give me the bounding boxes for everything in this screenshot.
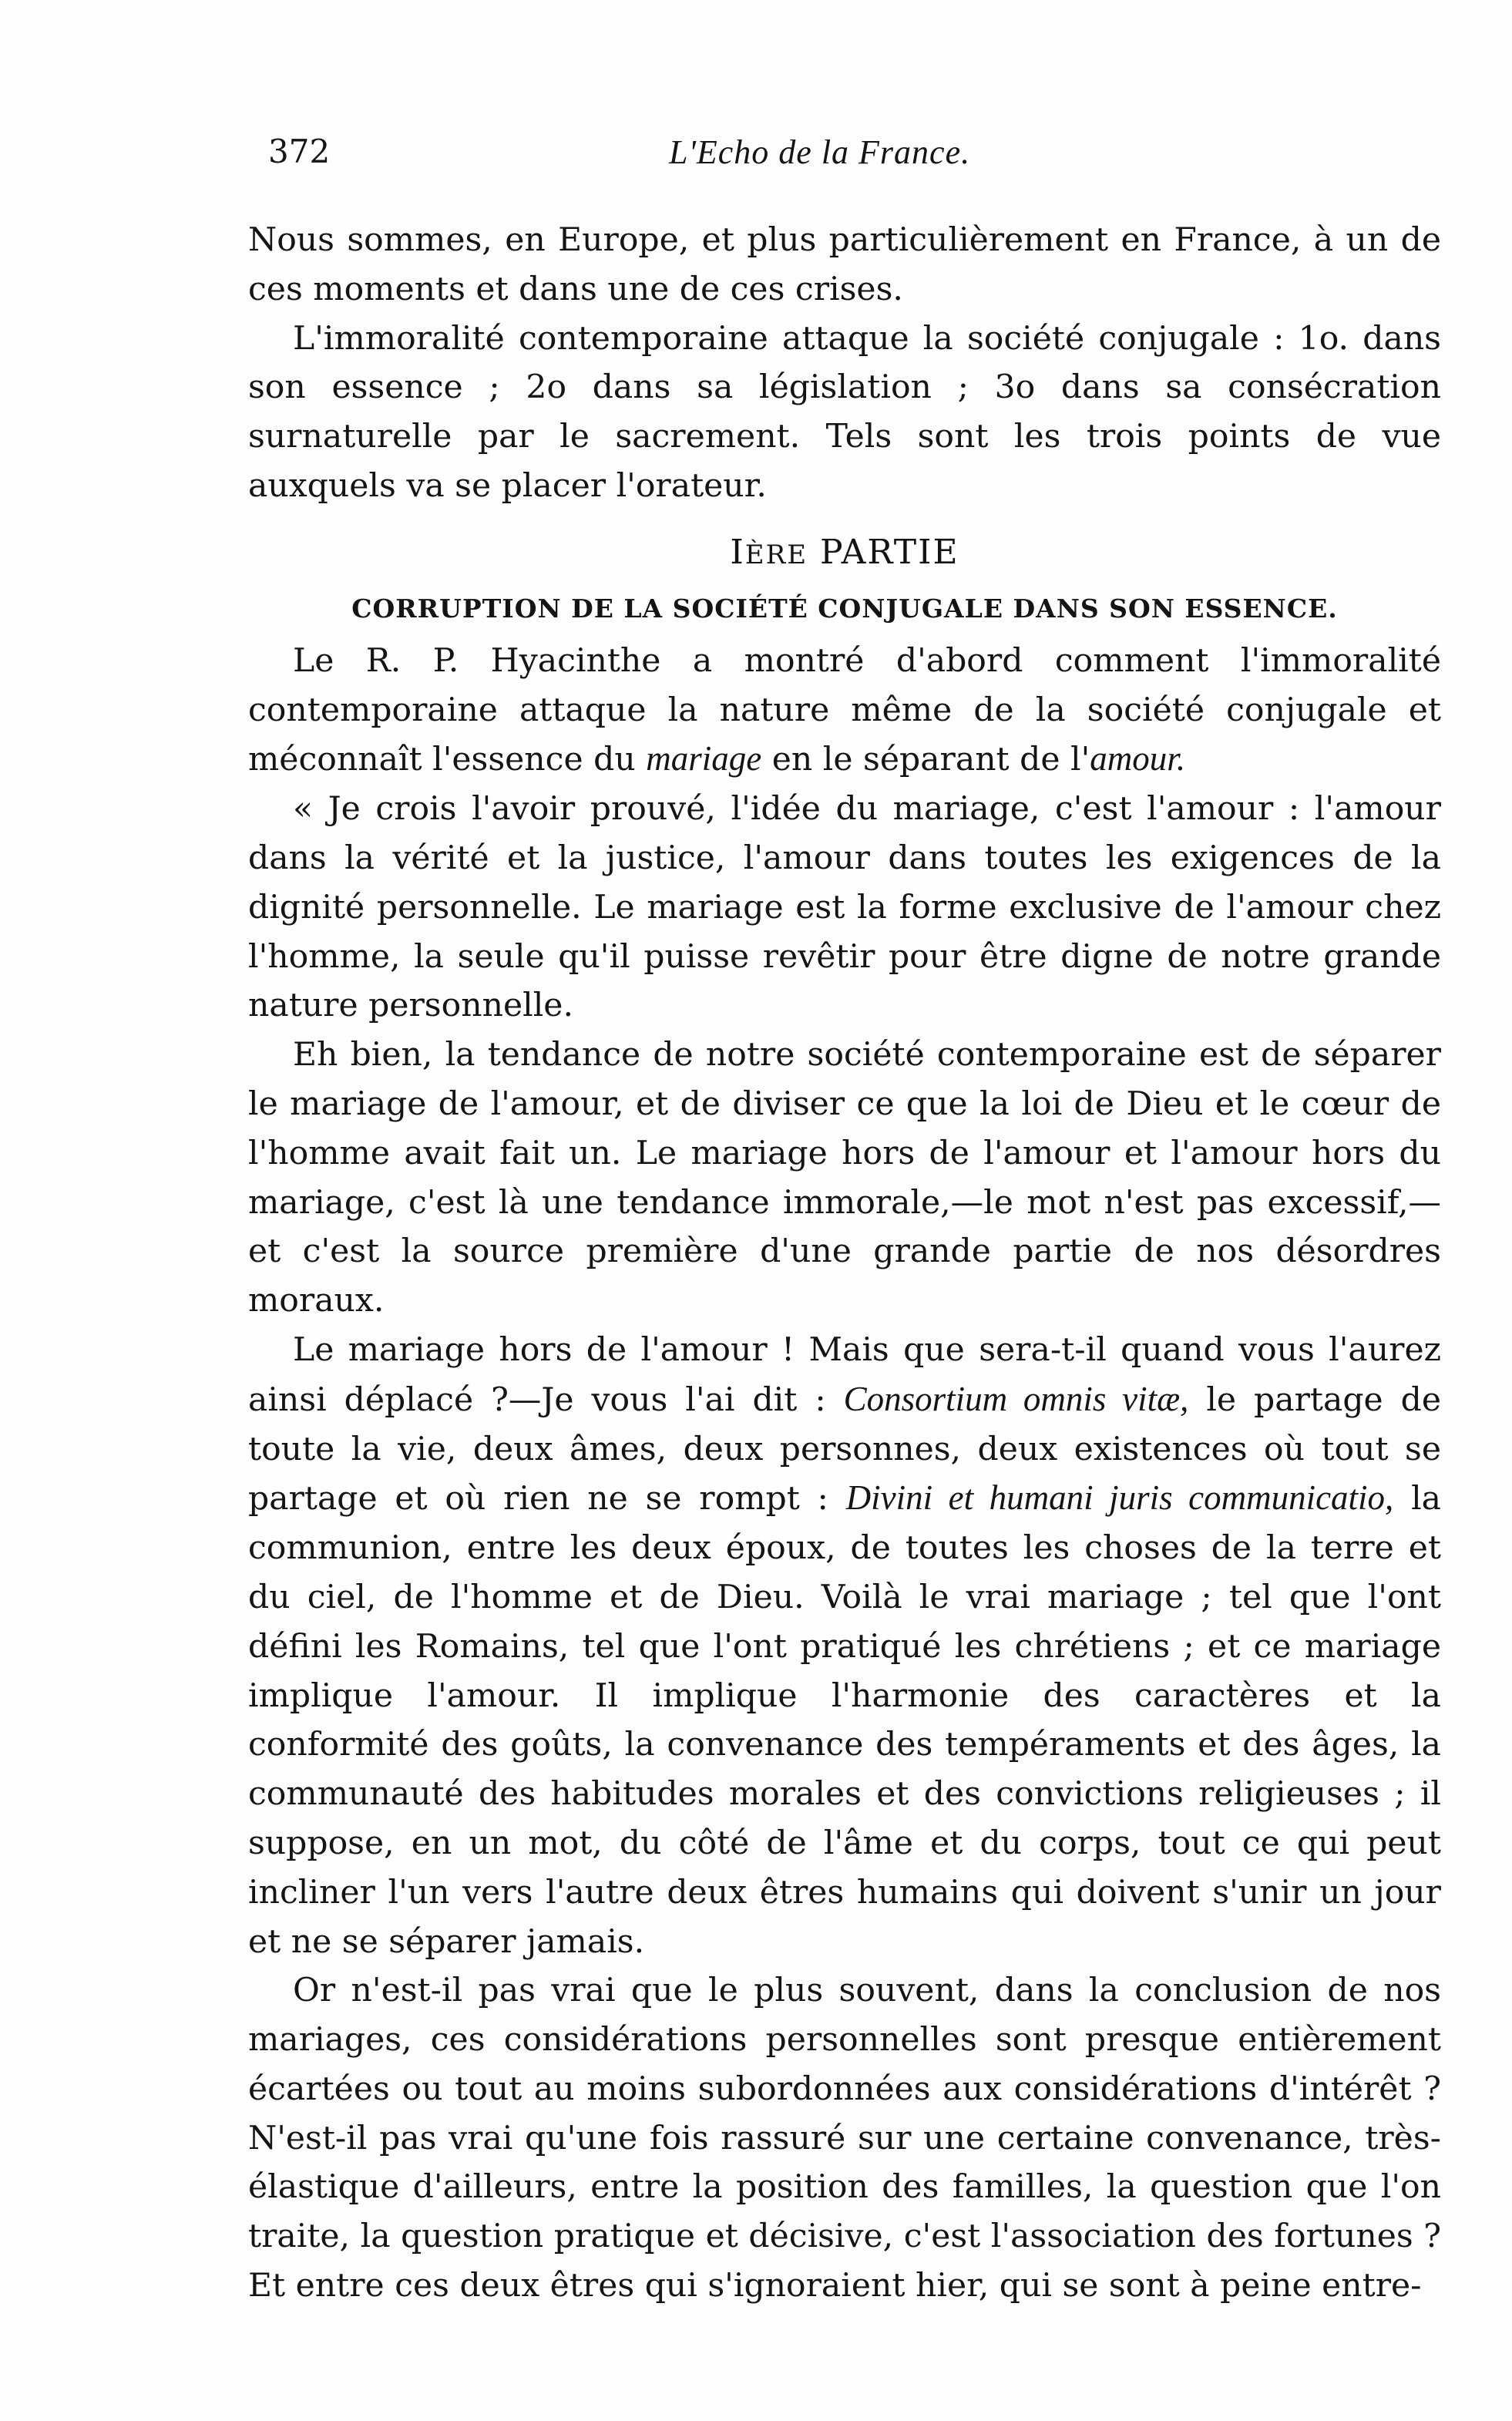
paragraph-intro-1: Nous sommes, en Europe, et plus particulièrement en France, à un de ces moments et dans une de ces crises.	[248, 221, 1441, 308]
paragraph-3-text-a: Le R. P. Hyacinthe a montré d'abord comment l'immoralité contemporaine attaque la nature même de la société conjugale et méconnaît l'essence du	[248, 641, 1441, 779]
running-head	[268, 133, 1440, 179]
paragraph-intro-2: L'immoralité contemporaine attaque la société conjugale : 1o. dans son essence ; 2o dans sa législation ; 3o dans sa consécration surnaturelle par le sacrement. Tels sont les trois points de vue auxquels va se placer l'orateur.	[248, 319, 1441, 505]
italic-amour: amour.	[1090, 739, 1186, 778]
paragraph-4: « Je crois l'avoir prouvé, l'idée du mariage, c'est l'amour : l'amour dans la vérité et la justice, l'amour dans toutes les exigences de la dignité personnelle. Le mariage est la forme exclusive de l'amour chez l'homme, la seule qu'il puisse revêtir pour être digne de notre grande nature personnelle.	[248, 790, 1441, 1025]
paragraph-3	[248, 637, 1441, 785]
paragraph-6-text-b: le partage de toute la vie, deux âmes, deux personnes, deux existences où tout se partage et où rien ne se rompt :	[248, 1380, 1442, 1518]
page-number: 372	[268, 133, 331, 170]
paragraph-6	[248, 1326, 1441, 1966]
italic-latin-consortium: Consortium omnis vitæ,	[843, 1379, 1189, 1418]
italic-latin-divini: Divini et humani juris communicatio,	[845, 1478, 1394, 1518]
paragraph-3-text-b: en le séparant de l'	[761, 741, 1090, 779]
paragraph-7: Or n'est-il pas vrai que le plus souvent, dans la conclusion de nos mariages, ces considérations personnelles sont presque entièrement écartées ou tout au moins subordonnées aux considérations d'intérêt ? N'est-il pas vrai qu'une fois rassuré sur une certaine convenance, très-élastique d'ailleurs, entre la position des familles, la question que l'on traite, la question pratique et décisive, c'est l'association des fortunes ? Et entre ces deux êtres qui s'ignoraient hier, qui se sont à peine entre-	[248, 1972, 1441, 2305]
paragraph-6-text-a: Le mariage hors de l'amour ! Mais que sera-t-il quand vous l'aurez ainsi déplacé ?—Je vous l'ai dit :	[248, 1330, 1441, 1419]
part-numeral-rest: ÈRE	[744, 539, 808, 570]
italic-mariage: mariage	[646, 739, 762, 778]
running-title: L'Echo de la France.	[669, 133, 971, 171]
part-heading	[248, 528, 1441, 580]
part-word: PARTIE	[820, 532, 959, 572]
paragraph-6-text-c: la communion, entre les deux époux, de toutes les choses de la terre et du ciel, de l'homme et de Dieu. Voilà le vrai mariage ; tel que l'ont défini les Romains, tel que l'ont pratiqué les chrétiens ; et ce mariage implique l'amour. Il implique l'harmonie des caractères et la conformité des goûts, la convenance des tempéraments et des âges, la communauté des habitudes morales et des convictions religieuses ; il suppose, en un mot, du côté de l'âme et du corps, tout ce qui peut incliner l'un vers l'autre deux êtres humains qui doivent s'unir un jour et ne se séparer jamais.	[248, 1480, 1442, 1961]
paragraph-5: Eh bien, la tendance de notre société contemporaine est de séparer le mariage de l'amour, et de diviser ce que la loi de Dieu et le cœur de l'homme avait fait un. Le mariage hors de l'amour et l'amour hors du mariage, c'est là une tendance immorale,—le mot n'est pas excessif,— et c'est la source première d'une grande partie de nos désordres moraux.	[248, 1036, 1441, 1320]
part-numeral-initial: I	[730, 532, 745, 572]
body-text	[248, 216, 1441, 2311]
section-subheading: CORRUPTION DE LA SOCIÉTÉ CONJUGALE DANS SON ESSENCE.	[351, 593, 1338, 624]
